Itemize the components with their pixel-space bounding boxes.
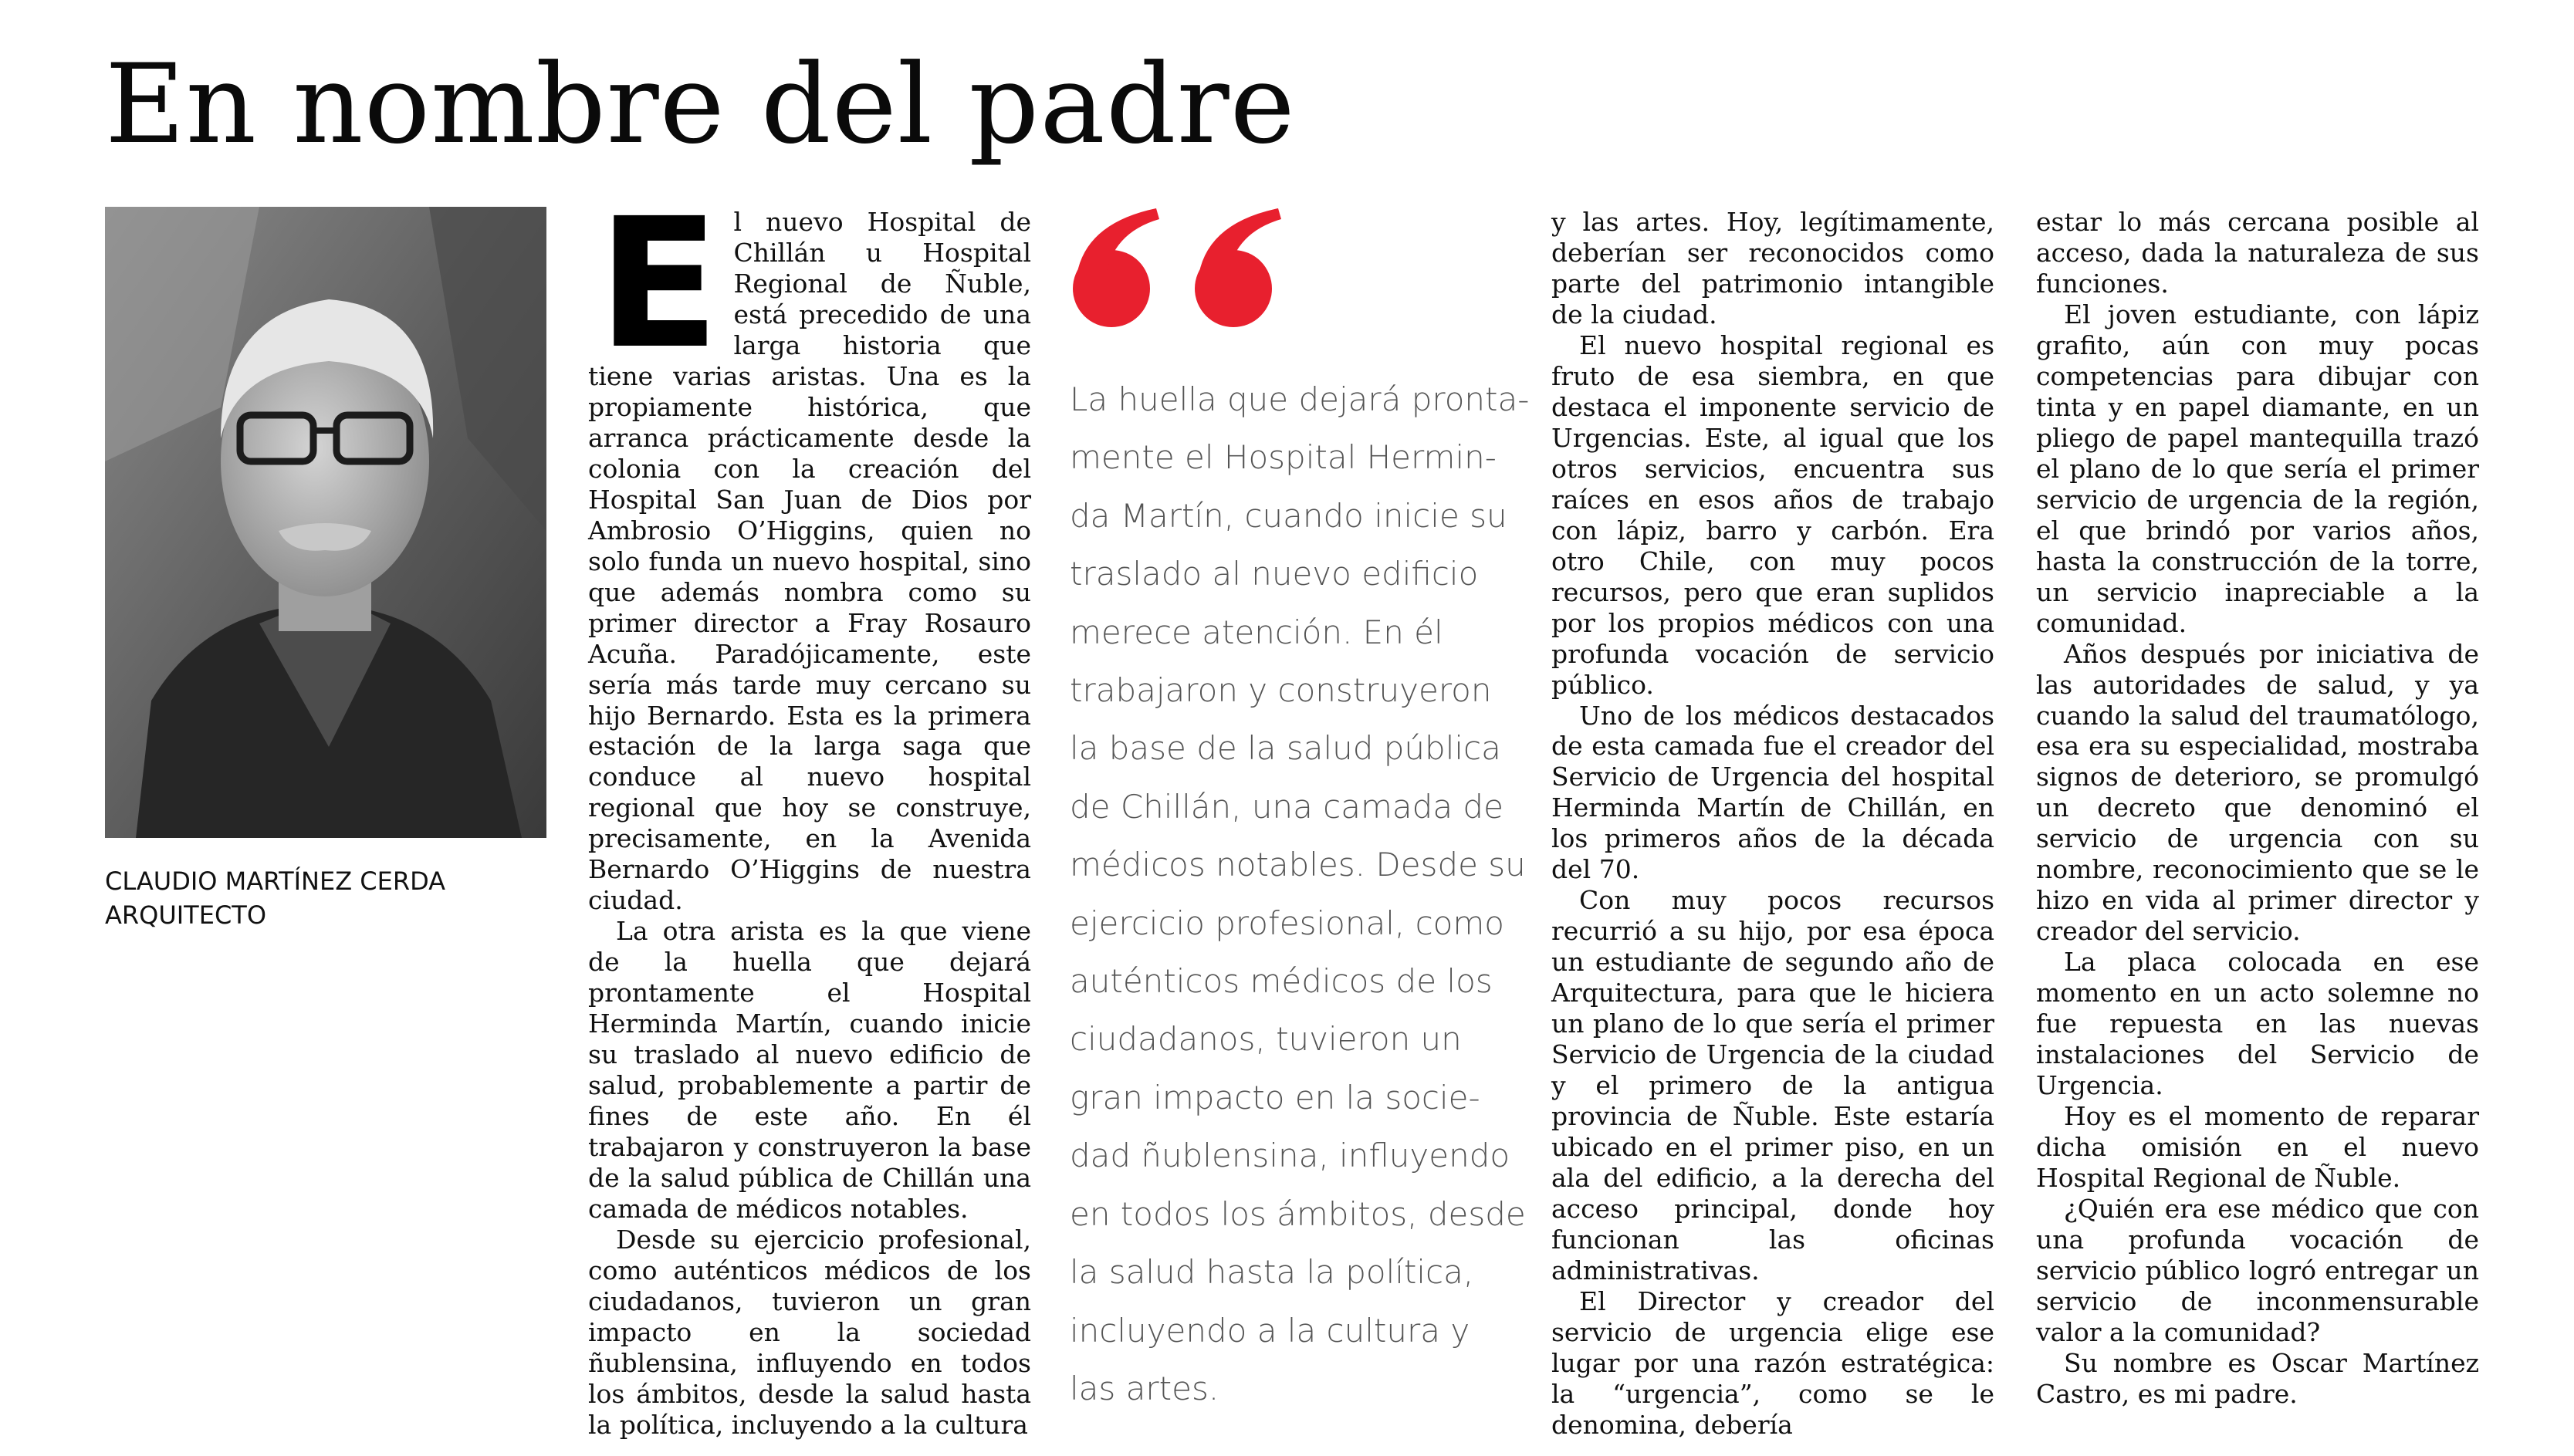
article-paragraph: El nuevo hospital regional es fruto de esa siembra, en que destaca el imponente servicio de Urgencias. Este, al igual que los otros servicios, encuentra sus raíces en esos años de trabajo con lápiz, barro y carbón. Era otro Chile, con muy pocos recursos, pero que eran suplidos por los propios médicos con una profunda vocación de servicio público.: [1551, 329, 1994, 700]
pull-quote-line: la base de la salud pública: [1070, 729, 1501, 768]
article-paragraph: Hoy es el momento de reparar dicha omisión en el nuevo Hospital Regional de Ñuble.: [2036, 1101, 2479, 1194]
pull-quote-line: da Martín, cuando inicie su: [1070, 496, 1507, 535]
quote-marks-icon: [1065, 205, 1289, 329]
article-paragraph: La placa colocada en ese momento en un acto solemne no fue repuesta en las nuevas instalaciones del Servicio de Urgencia.: [2036, 947, 2479, 1101]
article-paragraph: Su nombre es Oscar Martínez Castro, es mi padre.: [2036, 1347, 2479, 1409]
article-paragraph: La otra arista es la que viene de la huella que dejará prontamente el Hospital Herminda Martín, cuando inicie su traslado al nuevo edificio de salud, probablemente a partir de fines de este año. En él trabajaron y construyeron la base de la salud pública de Chillán una camada de médicos notables.: [588, 916, 1031, 1224]
article-paragraph: Con muy pocos recursos recurrió a su hijo, por esa época un estudiante de segundo año de Arquitectura, para que le hiciera un plano de lo que sería el primer Servicio de Urgencia de la ciudad y el primero de la antigua provincia de Ñuble. Este estaría ubicado en el primer piso, en un ala del edificio, a la derecha del acceso principal, donde hoy funcionan las oficinas administrativas.: [1551, 885, 1994, 1285]
author-role: ARQUITECTO: [105, 900, 267, 930]
article-column-4: [2036, 207, 2479, 1410]
pull-quote-line: traslado al nuevo edificio: [1070, 555, 1479, 593]
article-paragraph: Años después por iniciativa de las autoridades de salud, y ya cuando la salud del traumatólogo, esa era su especialidad, mostraba signos de deterioro, se promulgó un decreto que denominó el servicio de urgencia con su nombre, reconocimiento que se le hizo en vida al primer director y creador del servicio.: [2036, 638, 2479, 947]
article-paragraph: Desde su ejercicio profesional, como auténticos médicos de los ciudadanos, tuvieron un gran impacto en la sociedad ñublensina, influyendo en todos los ámbitos, desde la salud hasta la política, incluyendo a la cultura: [588, 1224, 1031, 1440]
pull-quote-line: trabajaron y construyeron: [1070, 671, 1492, 710]
drop-cap: E: [597, 180, 720, 388]
article-column-1: [588, 180, 1031, 1441]
article-paragraph: y las artes. Hoy, legítimamente, deberían ser reconocidos como parte del patrimonio intangible de la ciudad.: [1551, 207, 1994, 329]
pull-quote-line: incluyendo a la cultura y: [1070, 1311, 1470, 1350]
article-paragraph: El joven estudiante, con lápiz grafito, aún con muy pocas competencias para dibujar con tinta y en papel diamante, en un pliego de papel mantequilla trazó el plano de lo que sería el primer servicio de urgencia de la región, el que brindó por varios años, hasta la construcción de la torre, un servicio inapreciable a la comunidad.: [2036, 299, 2479, 638]
pull-quote-line: ciudadanos, tuvieron un: [1070, 1020, 1462, 1059]
article-paragraph: ¿Quién era ese médico que con una profunda vocación de servicio público logró entregar un servicio de inconmensurable valor a la comunidad?: [2036, 1194, 2479, 1347]
article-paragraph: Uno de los médicos destacados de esta camada fue el creador del Servicio de Urgencia del hospital Herminda Martín de Chillán, en los primeros años de la década del 70.: [1551, 700, 1994, 885]
headline: En nombre del padre: [105, 41, 1296, 168]
pull-quote-line: las artes.: [1070, 1369, 1219, 1407]
pull-quote-line: médicos notables. Desde su: [1070, 846, 1526, 884]
pull-quote-line: auténticos médicos de los: [1070, 962, 1493, 1001]
article-paragraph: El Director y creador del servicio de urgencia elige ese lugar por una razón estratégica: la “urgencia”, como se le denomina, debería: [1551, 1285, 1994, 1440]
pull-quote-line: la salud hasta la política,: [1070, 1253, 1474, 1292]
pull-quote-line: mente el Hospital Hermin-: [1070, 438, 1497, 477]
author-name: CLAUDIO MARTÍNEZ CERDA: [105, 867, 446, 896]
pull-quote-line: en todos los ámbitos, desde: [1070, 1194, 1526, 1233]
pull-quote-line: merece atención. En él: [1070, 613, 1443, 651]
pull-quote-line: La huella que dejará pronta-: [1070, 380, 1530, 418]
pull-quote: [1070, 370, 1530, 1417]
pull-quote-line: gran impacto en la socie-: [1070, 1078, 1480, 1116]
article-column-3: [1551, 207, 1994, 1441]
pull-quote-line: dad ñublensina, influyendo: [1070, 1137, 1510, 1175]
pull-quote-line: ejercicio profesional, como: [1070, 904, 1504, 942]
article-paragraph: El nuevo Hospital de Chillán u Hospital Regional de Ñuble, está precedido de una larga historia que tiene varias aristas. Una es la propiamente histórica, que arranca prácticamente desde la colonia con la creación del Hospital San Juan de Dios por Ambrosio O’Higgins, quien no solo funda un nuevo hospital, sino que además nombra como su primer director a Fray Rosauro Acuña. Paradójicamente, este sería más tarde muy cercano su hijo Bernardo. Esta es la primera estación de la larga saga que conduce al nuevo hospital regional que hoy se construye, precisamente, en la Avenida Bernardo O’Higgins de nuestra ciudad.: [588, 180, 1031, 916]
author-byline: [105, 864, 553, 932]
article-paragraph: estar lo más cercana posible al acceso, dada la naturaleza de sus funciones.: [2036, 207, 2479, 299]
pull-quote-line: de Chillán, una camada de: [1070, 787, 1503, 826]
author-photo: [105, 207, 546, 838]
